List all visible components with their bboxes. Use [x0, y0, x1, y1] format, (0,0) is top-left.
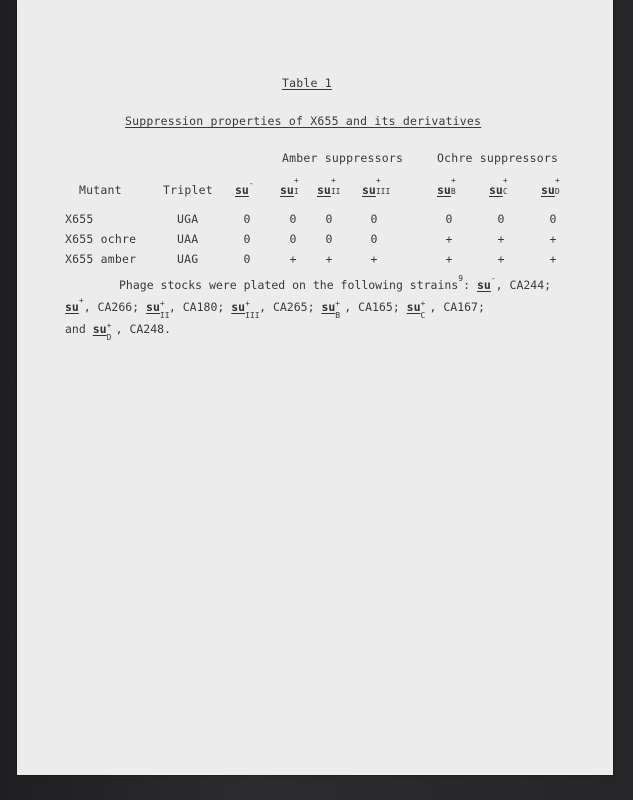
- footnote-line-3: and su + D , CA248.: [65, 321, 171, 342]
- row2-su-C: +: [497, 232, 505, 246]
- col-su-C: su + C: [489, 176, 508, 197]
- col-su-B: su + B: [437, 176, 456, 197]
- row3-triplet: UAG: [177, 252, 199, 266]
- paper-sheet: [17, 0, 613, 775]
- row3-su-II: +: [325, 252, 333, 266]
- row2-su-B: +: [445, 232, 453, 246]
- col-su-D: su + D: [541, 176, 560, 197]
- row3-su-D: +: [549, 252, 557, 266]
- row1-triplet: UGA: [177, 212, 199, 226]
- amber-suppressors-header: Amber suppressors: [282, 151, 404, 165]
- row3-su-B: +: [445, 252, 453, 266]
- row1-su-I: 0: [289, 212, 297, 226]
- footnote-paragraph: [65, 274, 551, 340]
- table-title: Table 1: [282, 76, 332, 90]
- table-subtitle: Suppression properties of X655 and its derivatives: [125, 114, 482, 128]
- row2-su-minus: 0: [243, 232, 251, 246]
- row1-su-D: 0: [549, 212, 557, 226]
- col-mutant: Mutant: [79, 183, 122, 197]
- footnote-line-2: su+, CA266; su + II , CA180; su + III , CA265; su + B , CA165; su + C , CA167;: [65, 296, 485, 320]
- row1-mutant: X655: [65, 212, 94, 226]
- row3-mutant: X655 amber: [65, 252, 137, 266]
- row2-su-III: 0: [370, 232, 378, 246]
- row2-triplet: UAA: [177, 232, 199, 246]
- col-triplet: Triplet: [163, 183, 213, 197]
- row1-su-C: 0: [497, 212, 505, 226]
- col-su-II: su + II: [317, 176, 341, 197]
- footnote-line-1: Phage stocks were plated on the following strains$^9$: su-, CA244;: [119, 274, 552, 292]
- row1-su-B: 0: [445, 212, 453, 226]
- row3-su-I: +: [289, 252, 297, 266]
- row1-su-II: 0: [325, 212, 333, 226]
- ochre-suppressors-header: Ochre suppressors: [437, 151, 559, 165]
- row1-su-III: 0: [370, 212, 378, 226]
- row2-su-II: 0: [325, 232, 333, 246]
- col-su-minus: su-: [235, 179, 254, 197]
- row2-su-I: 0: [289, 232, 297, 246]
- row3-su-minus: 0: [243, 252, 251, 266]
- row2-su-D: +: [549, 232, 557, 246]
- row2-mutant: X655 ochre: [65, 232, 137, 246]
- col-su-III: su + III: [362, 176, 391, 197]
- row3-su-III: +: [370, 252, 378, 266]
- row3-su-C: +: [497, 252, 505, 266]
- row1-su-minus: 0: [243, 212, 251, 226]
- col-su-I: su + I: [280, 176, 299, 197]
